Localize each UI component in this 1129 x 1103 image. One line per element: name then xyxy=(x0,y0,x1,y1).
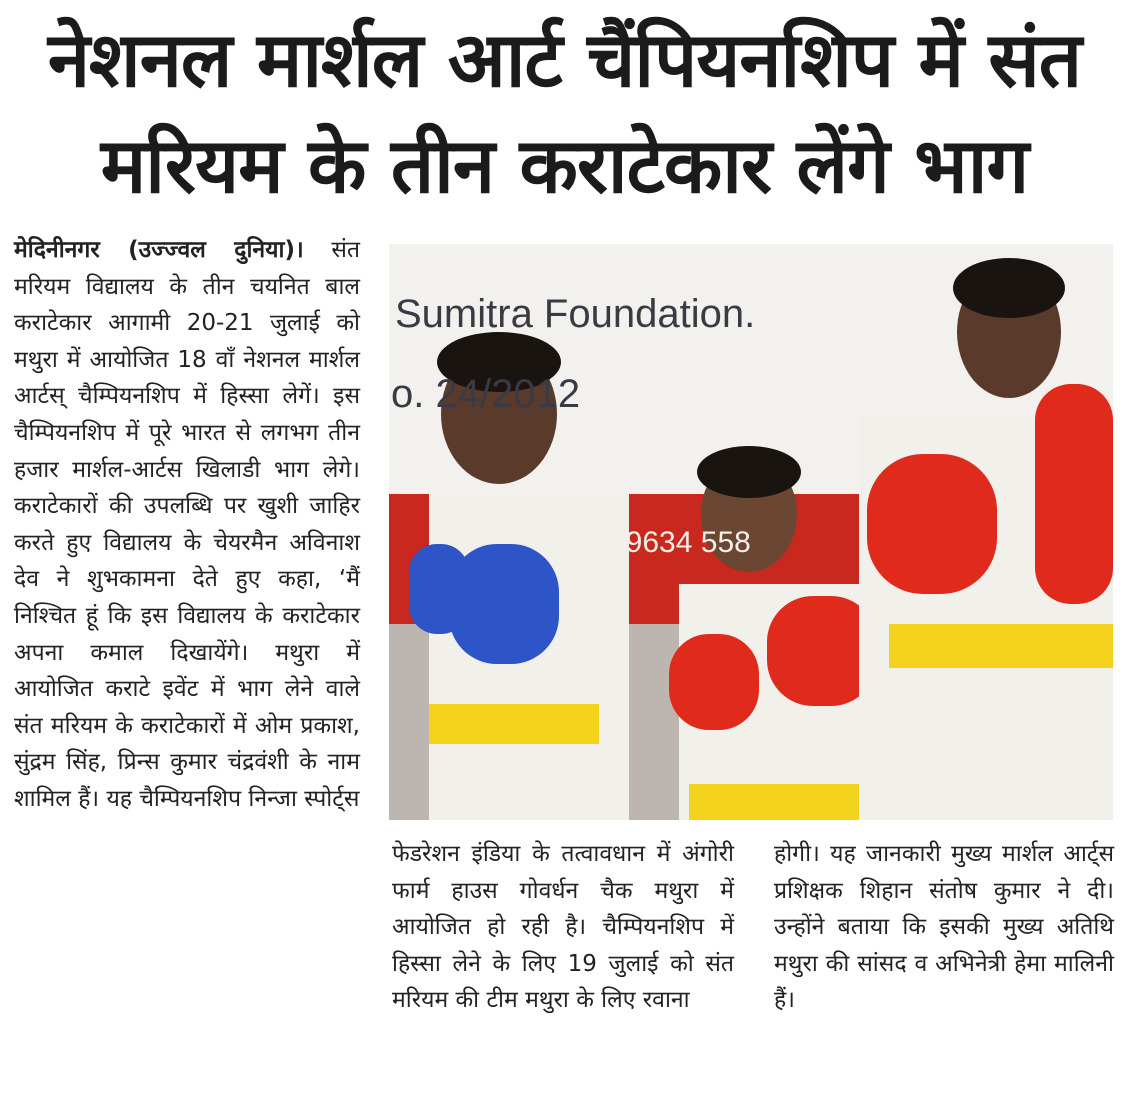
karate-students-photo xyxy=(389,244,1113,820)
banner-registration-text: o. 24/2012 xyxy=(391,372,581,416)
dateline: मेदिनीनगर (उज्ज्वल दुनिया)। xyxy=(14,237,304,263)
headline-line-2: मरियम के तीन कराटेकार लेंगे भाग xyxy=(100,121,1029,210)
article-column-3 xyxy=(774,836,1114,1019)
article-text-1: संत मरियम विद्यालय के तीन चयनित बाल कराटेकार आगामी 20-21 जुलाई को मथुरा में आयोजित 18 वाँ नेशनल मार्शल आर्टस् चैम्पियनशिप में हिस्सा लेगें। इस चैम्पियनशिप में पूरे भारत से लगभग तीन हजार मार्शल-आर्टस खिलाडी भाग लेगे। कराटेकारों की उपलब्धि पर खुशी जाहिर करते हुए विद्यालय के चेयरमैन अविनाश देव ने शुभकामना देते हुए कहा, ‘मैं निश्चित हूं कि इस विद्यालय के कराटेकार अपना कमाल दिखायेंगे। मथुरा में आयोजित कराटे इवेंट में भाग लेने वाले संत मरियम के कराटेकारों में ओम प्रकाश, सुंद्रम सिंह, प्रिन्स कुमार चंद्रवंशी के नाम शामिल हैं। यह चैम्पियनशिप निन्जा स्पोर्ट्स xyxy=(14,237,360,812)
headline-line-1: नेशनल मार्शल आर्ट चैंपियनशिप में संत xyxy=(47,15,1082,104)
banner-foundation-text: Sumitra Foundation. xyxy=(395,292,756,336)
banner-phone-text: 79634 558 xyxy=(609,526,751,559)
article-text-3: होगी। यह जानकारी मुख्य मार्शल आर्ट्स प्रशिक्षक शिहान संतोष कुमार ने दी। उन्होंने बताया कि इसकी मुख्य अतिथि मथुरा की सांसद व अभिनेत्री हेमा मालिनी हैं। xyxy=(774,841,1114,1014)
article-column-1 xyxy=(14,232,360,818)
article-column-2 xyxy=(392,836,734,1019)
article-text-2: फेडरेशन इंडिया के तत्वावधान में अंगोरी फार्म हाउस गोवर्धन चैक मथुरा में आयोजित हो रही है। चैम्पियनशिप में हिस्सा लेने के लिए 19 जुलाई को संत मरियम की टीम मथुरा के लिए रवाना xyxy=(392,841,734,1014)
